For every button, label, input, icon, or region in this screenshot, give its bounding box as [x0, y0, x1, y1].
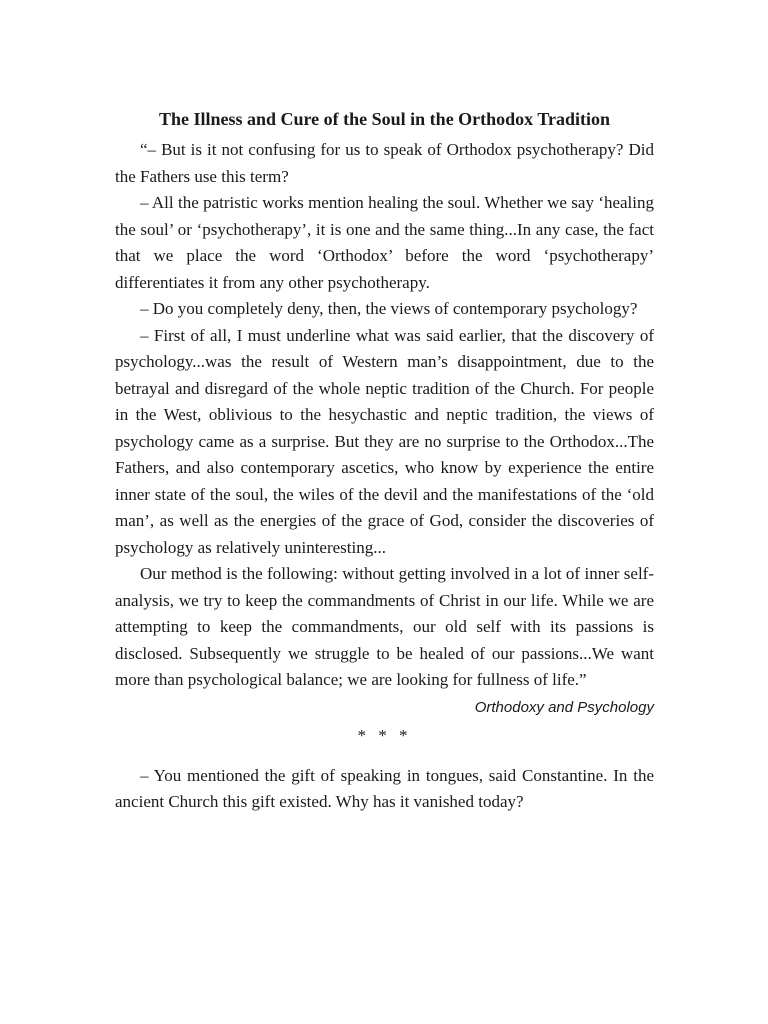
paragraph-tongues-question: – You mentioned the gift of speaking in tongues, said Constantine. In the ancient Church this gift existed. Why has it vanished today?	[115, 765, 654, 811]
section-separator: * * *	[357, 725, 412, 745]
paragraph-question-2: – Do you completely deny, then, the views of contemporary psychology?	[140, 299, 638, 318]
paragraph-answer-1: – All the patristic works mention healing the soul. Whether we say ‘healing the soul’ or ‘psychotherapy’, it is one and the same thing...In any case, the fact that we place the word ‘Orthodox’ before the word ‘psychotherapy’ differentiates it from any other psychotherapy.	[115, 193, 654, 292]
paragraph-method: Our method is the following: without getting involved in a lot of inner self-analysis, we try to keep the commandments of Christ in our life. While we are attempting to keep the commandments, our old self with its passions is disclosed. Subsequently we struggle to be healed of our passions...We want more than psychological balance; we are looking for fullness of life.”	[115, 564, 654, 689]
source-citation: Orthodoxy and Psychology	[474, 698, 654, 716]
chapter-title: The Illness and Cure of the Soul in the Orthodox Tradition	[158, 109, 611, 129]
book-page	[115, 106, 654, 816]
paragraph-question-1: “– But is it not confusing for us to speak of Orthodox psychotherapy? Did the Fathers use this term?	[115, 140, 654, 186]
paragraph-answer-2: – First of all, I must underline what was said earlier, that the discovery of psychology...was the result of Western man’s disappointment, due to the betrayal and disregard of the whole neptic tradition of the Church. For people in the West, oblivious to the hesychastic and neptic tradition, the views of psychology came as a surprise. But they are no surprise to the Orthodox...The Fathers, and also contemporary ascetics, who know by experience the entire inner state of the soul, the wiles of the devil and the manifestations of the ‘old man’, as well as the energies of the grace of God, consider the discoveries of psychology as relatively uninteresting...	[115, 325, 654, 557]
